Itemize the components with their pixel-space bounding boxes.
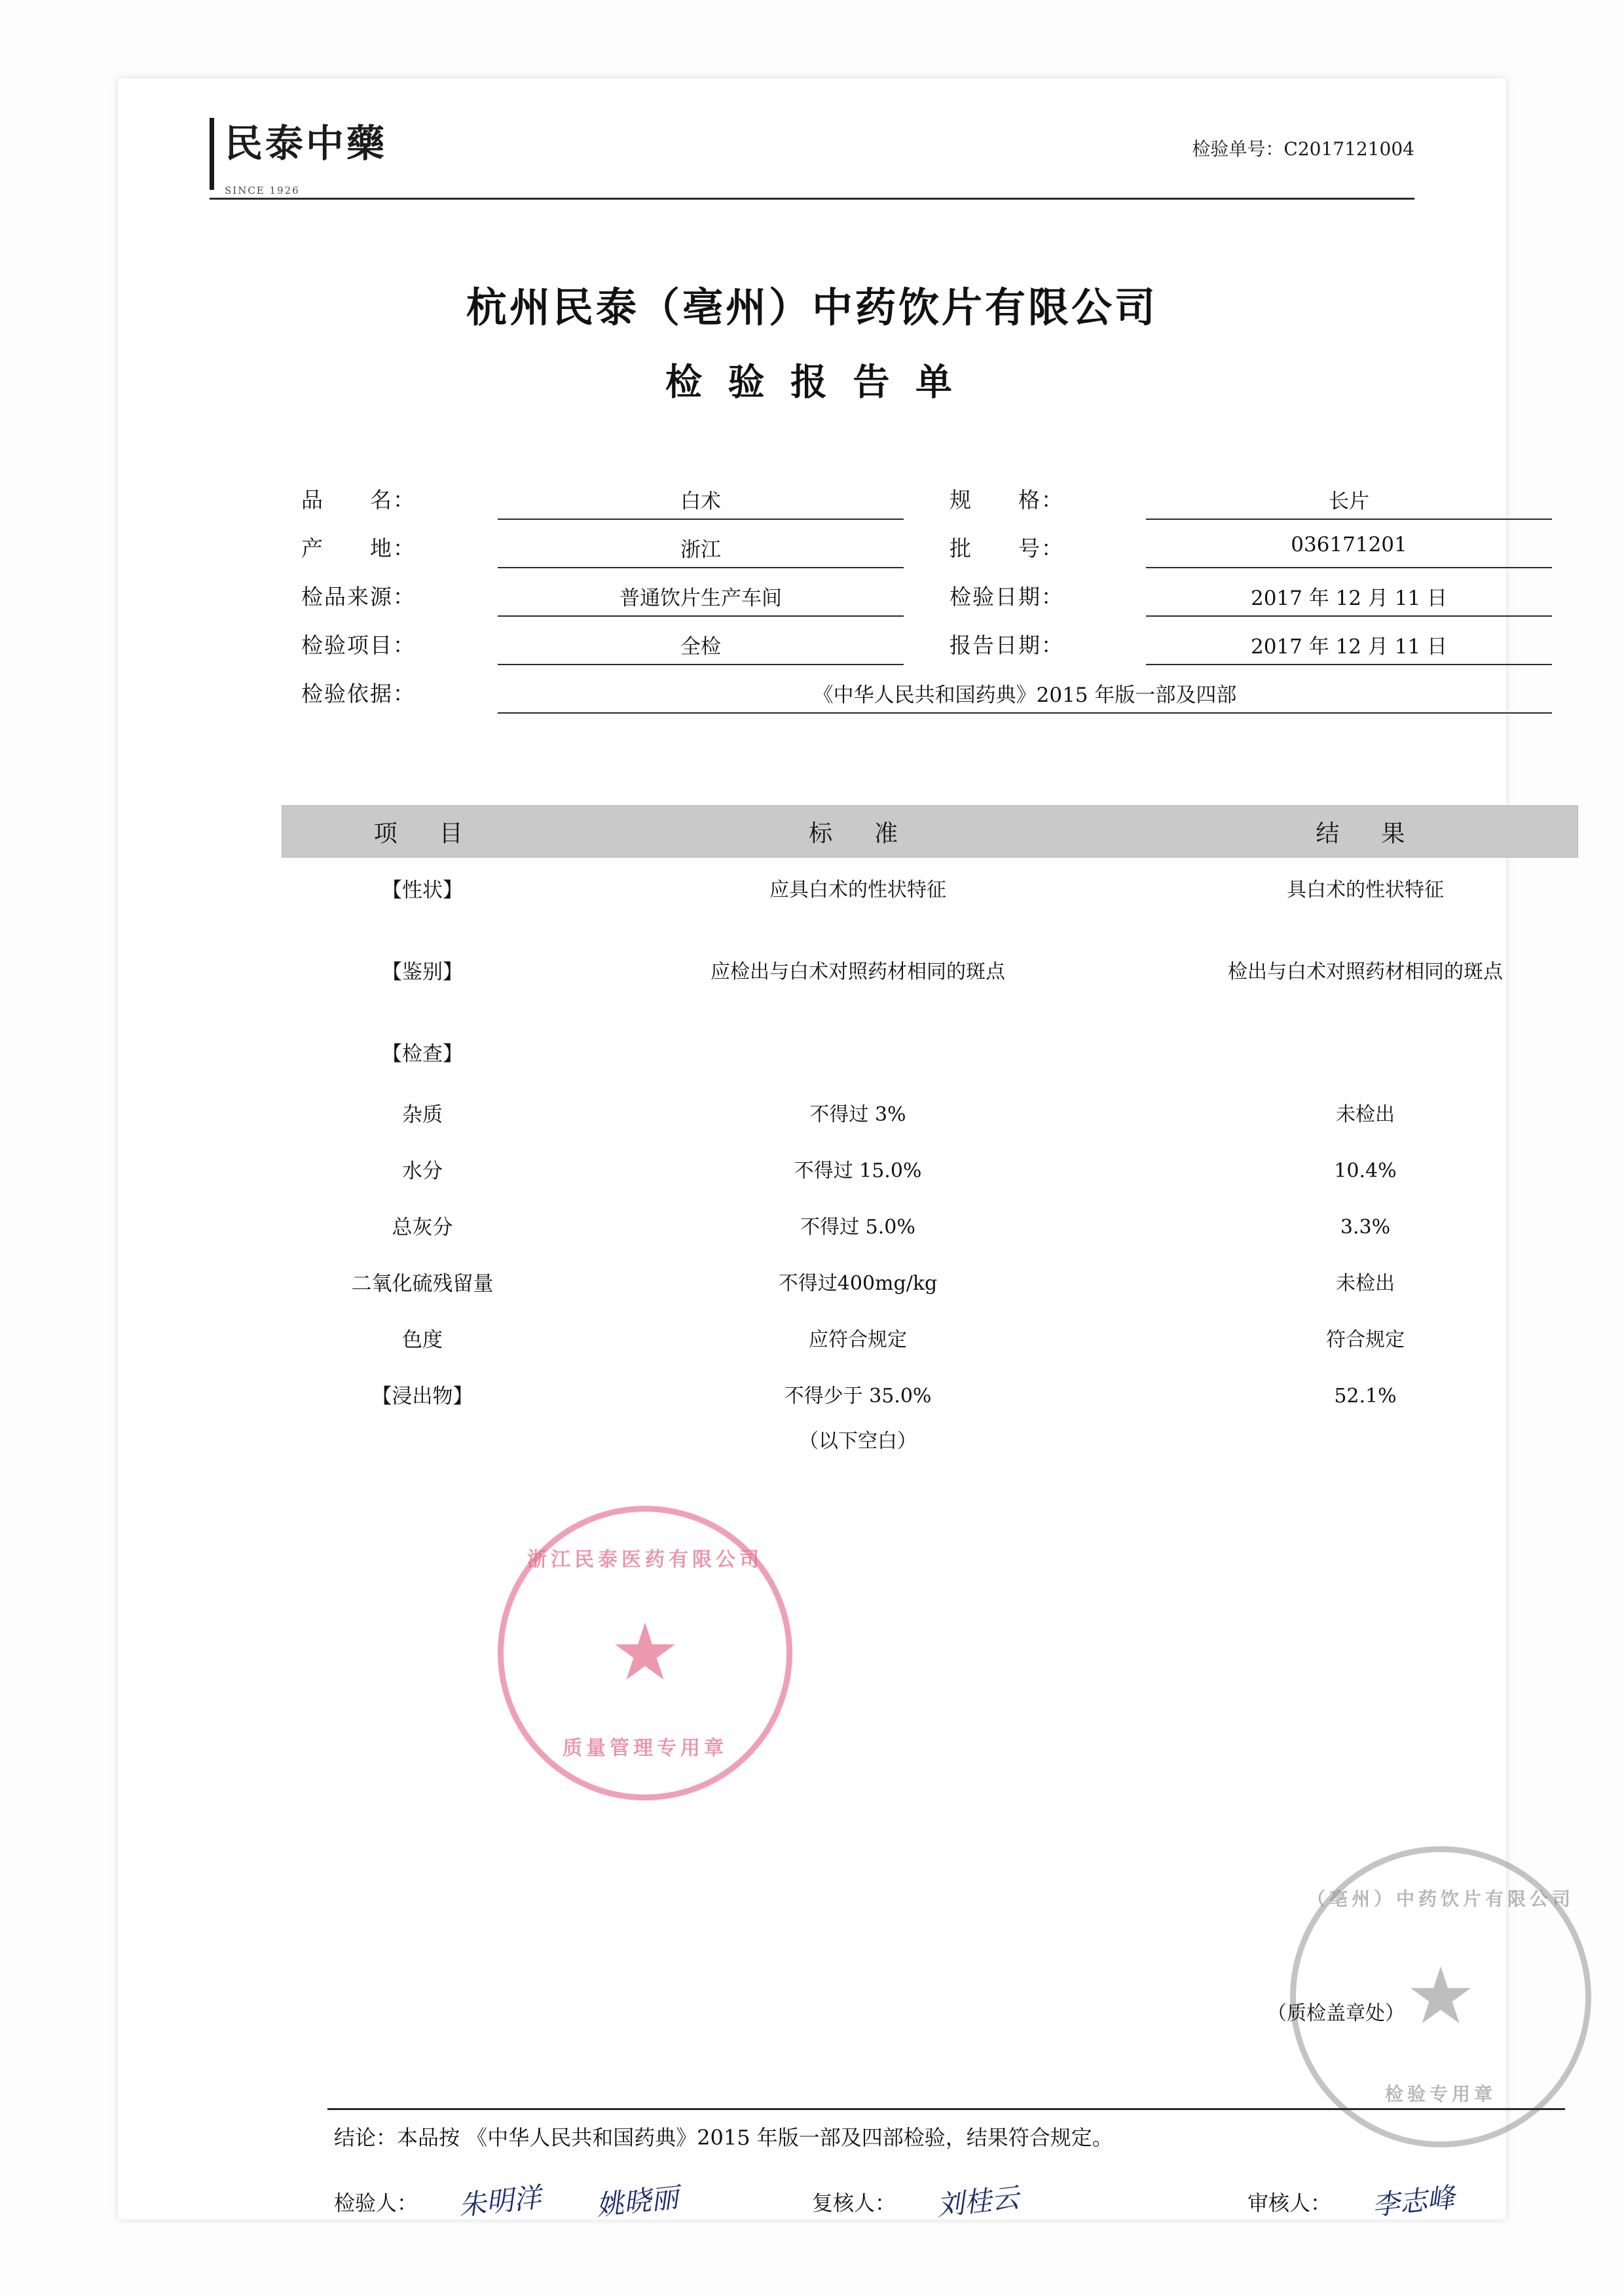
row-standard — [563, 1050, 1153, 1058]
quality-seal-stamp — [498, 1506, 792, 1800]
page-title: 检 验 报 告 单 — [665, 361, 959, 404]
origin-value: 浙江 — [680, 538, 721, 562]
inspector-label: 检验人： — [334, 2191, 418, 2215]
column-header-item: 项 目 — [373, 820, 472, 847]
stamp-top-text: 浙江民泰医药有限公司 — [527, 1548, 763, 1571]
row-item: 杂质 — [402, 1102, 443, 1127]
conclusion — [334, 2121, 1113, 2151]
report-number — [1192, 135, 1414, 161]
row-item: 总灰分 — [392, 1215, 453, 1239]
row-result: 未检出 — [1336, 1103, 1395, 1127]
meta-row-origin — [301, 526, 1559, 575]
results-table — [282, 805, 1578, 1477]
row-standard: 应检出与白术对照药材相同的斑点 — [710, 960, 1005, 984]
report-number-value: C2017121004 — [1283, 138, 1414, 160]
row-result: 具白术的性状特征 — [1287, 879, 1444, 902]
document-header — [210, 118, 1414, 196]
origin-rule — [498, 567, 904, 568]
spec-rule — [1146, 519, 1552, 520]
basis-value: 《中华人民共和国药典》2015 年版一部及四部 — [813, 683, 1237, 707]
table-row — [282, 1256, 1578, 1312]
row-item: 二氧化硫残留量 — [351, 1271, 494, 1296]
row-result: 检出与白术对照药材相同的斑点 — [1228, 960, 1503, 984]
row-standard: 不得少于 35.0% — [784, 1385, 932, 1408]
product-name-value: 白术 — [680, 490, 721, 513]
table-row — [282, 1368, 1578, 1425]
table-end-note: （以下空白） — [799, 1430, 917, 1453]
table-header-row — [282, 805, 1578, 858]
logo-text: 民泰中藥 — [225, 121, 388, 166]
row-standard: 不得过 5.0% — [800, 1216, 915, 1239]
meta-row-source — [301, 575, 1559, 623]
star-icon: ★ — [610, 1607, 680, 1698]
row-item: 【浸出物】 — [371, 1384, 473, 1408]
star-icon: ★ — [1405, 1951, 1476, 2042]
logo-subtext: SINCE 1926 — [225, 185, 300, 196]
table-row — [282, 1087, 1578, 1143]
report-sheet — [118, 79, 1574, 2222]
test-item-rule — [498, 664, 904, 665]
table-row — [282, 1021, 1578, 1087]
report-number-label: 检验单号： — [1192, 138, 1284, 160]
company-title: 杭州民泰（亳州）中药饮片有限公司 — [466, 283, 1158, 331]
row-standard: 应符合规定 — [809, 1328, 907, 1352]
approver-signature: 李志峰 — [1371, 2181, 1456, 2222]
spec-value: 长片 — [1329, 490, 1369, 513]
batch-value: 036171201 — [1291, 533, 1407, 556]
report-date-label: 报告日期： — [950, 632, 1064, 658]
test-item-label: 检验项目： — [301, 632, 416, 658]
basis-label: 检验依据： — [301, 681, 416, 706]
meta-row-basis — [301, 672, 1559, 720]
test-item-value: 全检 — [680, 635, 721, 659]
source-rule — [498, 615, 904, 617]
batch-rule — [1146, 567, 1552, 568]
row-standard: 应具白术的性状特征 — [769, 879, 946, 902]
row-result: 3.3% — [1340, 1216, 1391, 1239]
row-result: 符合规定 — [1326, 1328, 1405, 1352]
stamp-bottom-text: 检验专用章 — [1384, 2083, 1496, 2105]
header-divider — [210, 198, 1414, 200]
row-result — [1153, 1050, 1578, 1058]
column-header-standard: 标 准 — [809, 820, 908, 847]
table-row — [282, 1312, 1578, 1368]
stamp-bottom-text: 质量管理专用章 — [563, 1737, 728, 1760]
row-item: 色度 — [402, 1328, 443, 1352]
row-item: 水分 — [402, 1159, 443, 1183]
row-item: 【检查】 — [382, 1042, 463, 1066]
reviewer-label: 复核人： — [812, 2191, 896, 2215]
signature-row — [334, 2181, 1572, 2259]
product-name-rule — [498, 519, 904, 520]
company-logo — [210, 118, 406, 196]
meta-fields — [301, 478, 1559, 720]
inspector-signature-b: 姚晓丽 — [595, 2181, 680, 2222]
column-header-result: 结 果 — [1316, 820, 1414, 847]
batch-label: 批 号： — [950, 536, 1064, 561]
approver-label: 审核人： — [1247, 2191, 1332, 2215]
meta-row-product — [301, 478, 1559, 526]
report-date-value: 2017 年 12 月 11 日 — [1250, 635, 1448, 659]
conclusion-text: 本品按 《中华人民共和国药典》2015 年版一部及四部检验，结果符合规定。 — [397, 2125, 1113, 2150]
table-end-note-row — [282, 1425, 1578, 1477]
row-standard: 不得过 15.0% — [794, 1159, 922, 1183]
table-row — [282, 1143, 1578, 1199]
meta-row-items — [301, 623, 1559, 672]
row-standard: 不得过400mg/kg — [778, 1272, 938, 1296]
row-result: 未检出 — [1336, 1272, 1395, 1296]
row-standard: 不得过 3% — [809, 1103, 906, 1127]
stamp-top-text: （亳州）中药饮片有限公司 — [1306, 1888, 1574, 1910]
row-item: 【性状】 — [382, 878, 463, 902]
footer-divider — [327, 2108, 1565, 2110]
product-name-label: 品 名： — [301, 487, 416, 513]
table-row — [282, 1199, 1578, 1256]
table-row — [282, 858, 1578, 923]
basis-rule — [498, 712, 1552, 714]
reviewer-signature: 刘桂云 — [935, 2181, 1021, 2222]
row-item: 【鉴别】 — [382, 960, 463, 984]
source-label: 检品来源： — [301, 584, 416, 610]
test-date-rule — [1146, 615, 1552, 617]
source-value: 普通饮片生产车间 — [619, 587, 782, 610]
conclusion-label: 结论： — [334, 2125, 397, 2150]
test-date-label: 检验日期： — [950, 584, 1064, 610]
spec-label: 规 格： — [950, 487, 1064, 513]
test-date-value: 2017 年 12 月 11 日 — [1250, 587, 1448, 610]
seal-area-label: （质检盖章处） — [1267, 2002, 1405, 2025]
origin-label: 产 地： — [301, 536, 416, 561]
row-result: 52.1% — [1334, 1385, 1397, 1408]
row-result: 10.4% — [1334, 1159, 1397, 1183]
inspector-signature-a: 朱明洋 — [457, 2181, 543, 2222]
report-date-rule — [1146, 664, 1552, 665]
table-row — [282, 923, 1578, 1021]
